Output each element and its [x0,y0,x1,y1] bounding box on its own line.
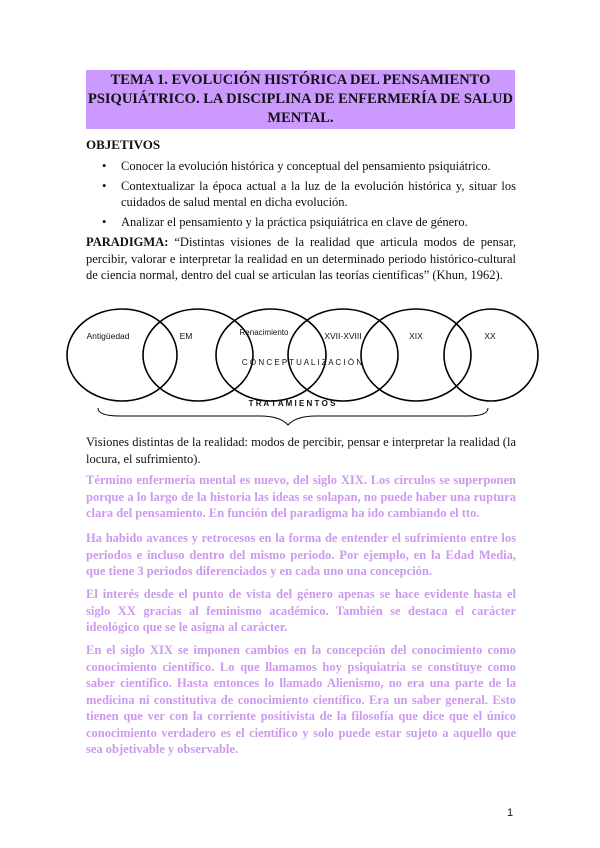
label-conceptualizacion: C O N C E P T U A L I Z A C I Ó N [241,358,363,367]
note-paragraph-3: El interés desde el punto de vista del género apenas se hace evidente hasta el siglo XX gracias al feminismo académico. También se destaca el carácter ideológico que se le asigna al carácter. [86,587,516,634]
objetivo-item: • Contextualizar la época actual a la luz de la evolución histórica y, situar los cuidados de salud mental en dicha evolución. [86,178,516,211]
timeline-diagram [60,300,540,430]
label-tratamientos: T R A T A M I E N T O S [248,399,336,408]
circle-antiguedad [67,309,177,401]
label-xix: XIX [409,331,423,341]
paradigma-label: PARADIGMA: [86,235,169,249]
circle-em [143,309,253,401]
label-em: EM [179,331,193,341]
title-line-3: MENTAL. [267,110,334,126]
circle-xix [361,309,471,401]
title-line-2: PSIQUIÁTRICO. LA DISCIPLINA DE ENFERMERÍA DE SALUD [87,91,513,107]
objetivo-item: • Analizar el pensamiento y la práctica psiquiátrica en clave de género. [86,214,516,231]
note-paragraph-2: Ha habido avances y retrocesos en la forma de entender el sufrimiento entre los periodos e incluso dentro del mismo periodo. Por ejemplo, en la Edad Media, que tiene 3 periodos diferenciados y en cada uno una concepción. [86,531,516,578]
visiones-paragraph: Visiones distintas de la realidad: modos de percibir, pensar e interpretar la realidad (la locura, el sufrimiento). [86,435,516,466]
note-paragraph-4: En el siglo XIX se imponen cambios en la concepción del conocimiento como conocimiento científico. Lo que llamamos hoy psiquiatría se constituye como saber científico. Hasta entonces lo llamado Alienismo, no era una parte de la medicina ni constitutiva de conocimiento científico. Era un saber general. Esto tienen que ver con la corriente positivista de la filosofía que dice que el único conocimiento verdadero es el científico y solo puede estar sujeto a aquello que sea objetivable y observable. [86,643,516,756]
objetivos-heading: OBJETIVOS [86,137,161,152]
objetivos-list [86,158,516,233]
label-xvii-xviii: XVII-XVIII [324,331,362,341]
paradigma-text: “Distintas visiones de la realidad que articula modos de pensar, percibir, valorar e interpretar la realidad en un determinado periodo histórico-cultural de ciencia normal, dentro del cual se articulan las teorías científicas” (Khun, 1962). [86,235,516,282]
tratamientos-brace [98,408,488,425]
circle-xvii-xviii [288,309,398,401]
label-antiguedad: Antigüedad [86,331,130,341]
circle-renacimiento [216,309,326,401]
circle-xx [444,309,538,401]
paradigma-paragraph [86,234,516,284]
objetivo-item: • Conocer la evolución histórica y conceptual del pensamiento psiquiátrico. [86,158,516,175]
title-line-1: TEMA 1. EVOLUCIÓN HISTÓRICA DEL PENSAMIENTO [110,72,491,88]
page-number: 1 [507,807,514,819]
title-box [86,70,515,129]
label-xx: XX [484,331,496,341]
note-paragraph-1: Término enfermería mental es nuevo, del siglo XIX. Los círculos se superponen porque a lo largo de la historia las ideas se solapan, no puede haber una ruptura clara del pensamiento. En función del paradigma ha ido cambiando el tto. [86,473,516,520]
label-renacimiento: Renacimiento [239,328,289,337]
